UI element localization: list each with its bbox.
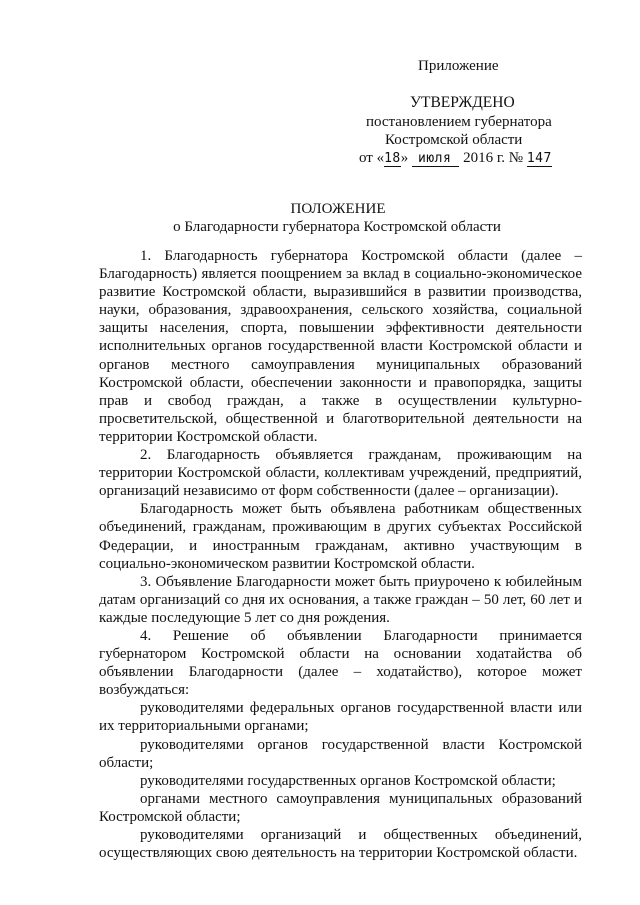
document-body <box>99 247 582 862</box>
approved-region-line: Костромской области <box>385 132 523 148</box>
date-month: июля <box>412 152 459 167</box>
date-number: 147 <box>526 151 552 166</box>
document-title: ПОЛОЖЕНИЕ <box>290 201 386 217</box>
paragraph-1: 1. Благодарность губернатора Костромской области (далее – Благодарность) является поощрением за вклад в социально-экономическое развитие Костромской области, выразившийся в развитии производства, науки, образования, здравоохранения, сельского хозяйства, социальной защиты населения, спорта, повышении эффективности деятельности исполнительных органов государственной власти Костромской области и органов местного самоуправления муниципальных образований Костромской области, обеспечении законности и правопорядка, защиты прав и свобод граждан, а также в осуществлении культурно-просветительской, общественной и благотворительной деятельности на территории Костромской области. <box>99 248 582 445</box>
document-title-block <box>100 200 580 236</box>
date-prefix: от « <box>359 150 385 166</box>
date-close-quote: » <box>400 150 409 166</box>
list-item-organizations: руководителями организаций и общественных объединений, осуществляющих свою деятельность на территории Костромской области. <box>99 827 582 862</box>
approved-by-line: постановлением губернатора <box>366 114 552 130</box>
list-item-state-bodies: руководителями государственных органов Костромской области; <box>140 772 556 789</box>
paragraph-3: 3. Объявление Благодарности может быть приурочено к юбилейным датам организаций со дня их основания, а также граждан – 50 лет, 60 лет и каждые последующие 5 лет со дня рождения. <box>99 573 582 626</box>
paragraph-2-continued: Благодарность может быть объявлена работникам общественных объединений, гражданам, проживающим в других субъектах Российской Федерации, и иностранным гражданам, активно участвующим в социально-экономическом развитии Костромской области. <box>99 501 582 572</box>
approval-date-line <box>359 148 552 168</box>
list-item-state-authorities: руководителями органов государственной власти Костромской области; <box>99 736 582 771</box>
date-year: 2016 г. № <box>463 150 524 166</box>
paragraph-4: 4. Решение об объявлении Благодарности принимается губернатором Костромской области на основании ходатайства об объявлении Благодарности (далее – ходатайство), которое может возбуждаться: <box>99 627 582 699</box>
date-day: 18 <box>384 151 401 166</box>
list-item-federal-bodies: руководителями федеральных органов государственной власти или их территориальными органами; <box>99 700 582 735</box>
list-item-local-government: органами местного самоуправления муниципальных образований Костромской области; <box>99 790 582 825</box>
appendix-label: Приложение <box>418 58 499 74</box>
paragraph-2: 2. Благодарность объявляется гражданам, проживающим на территории Костромской области, коллективам учреждений, предприятий, организаций независимо от форм собственности (далее – организации). <box>99 447 582 500</box>
approved-stamp-heading: УТВЕРЖДЕНО <box>410 94 515 111</box>
document-subtitle: о Благодарности губернатора Костромской области <box>173 219 501 235</box>
